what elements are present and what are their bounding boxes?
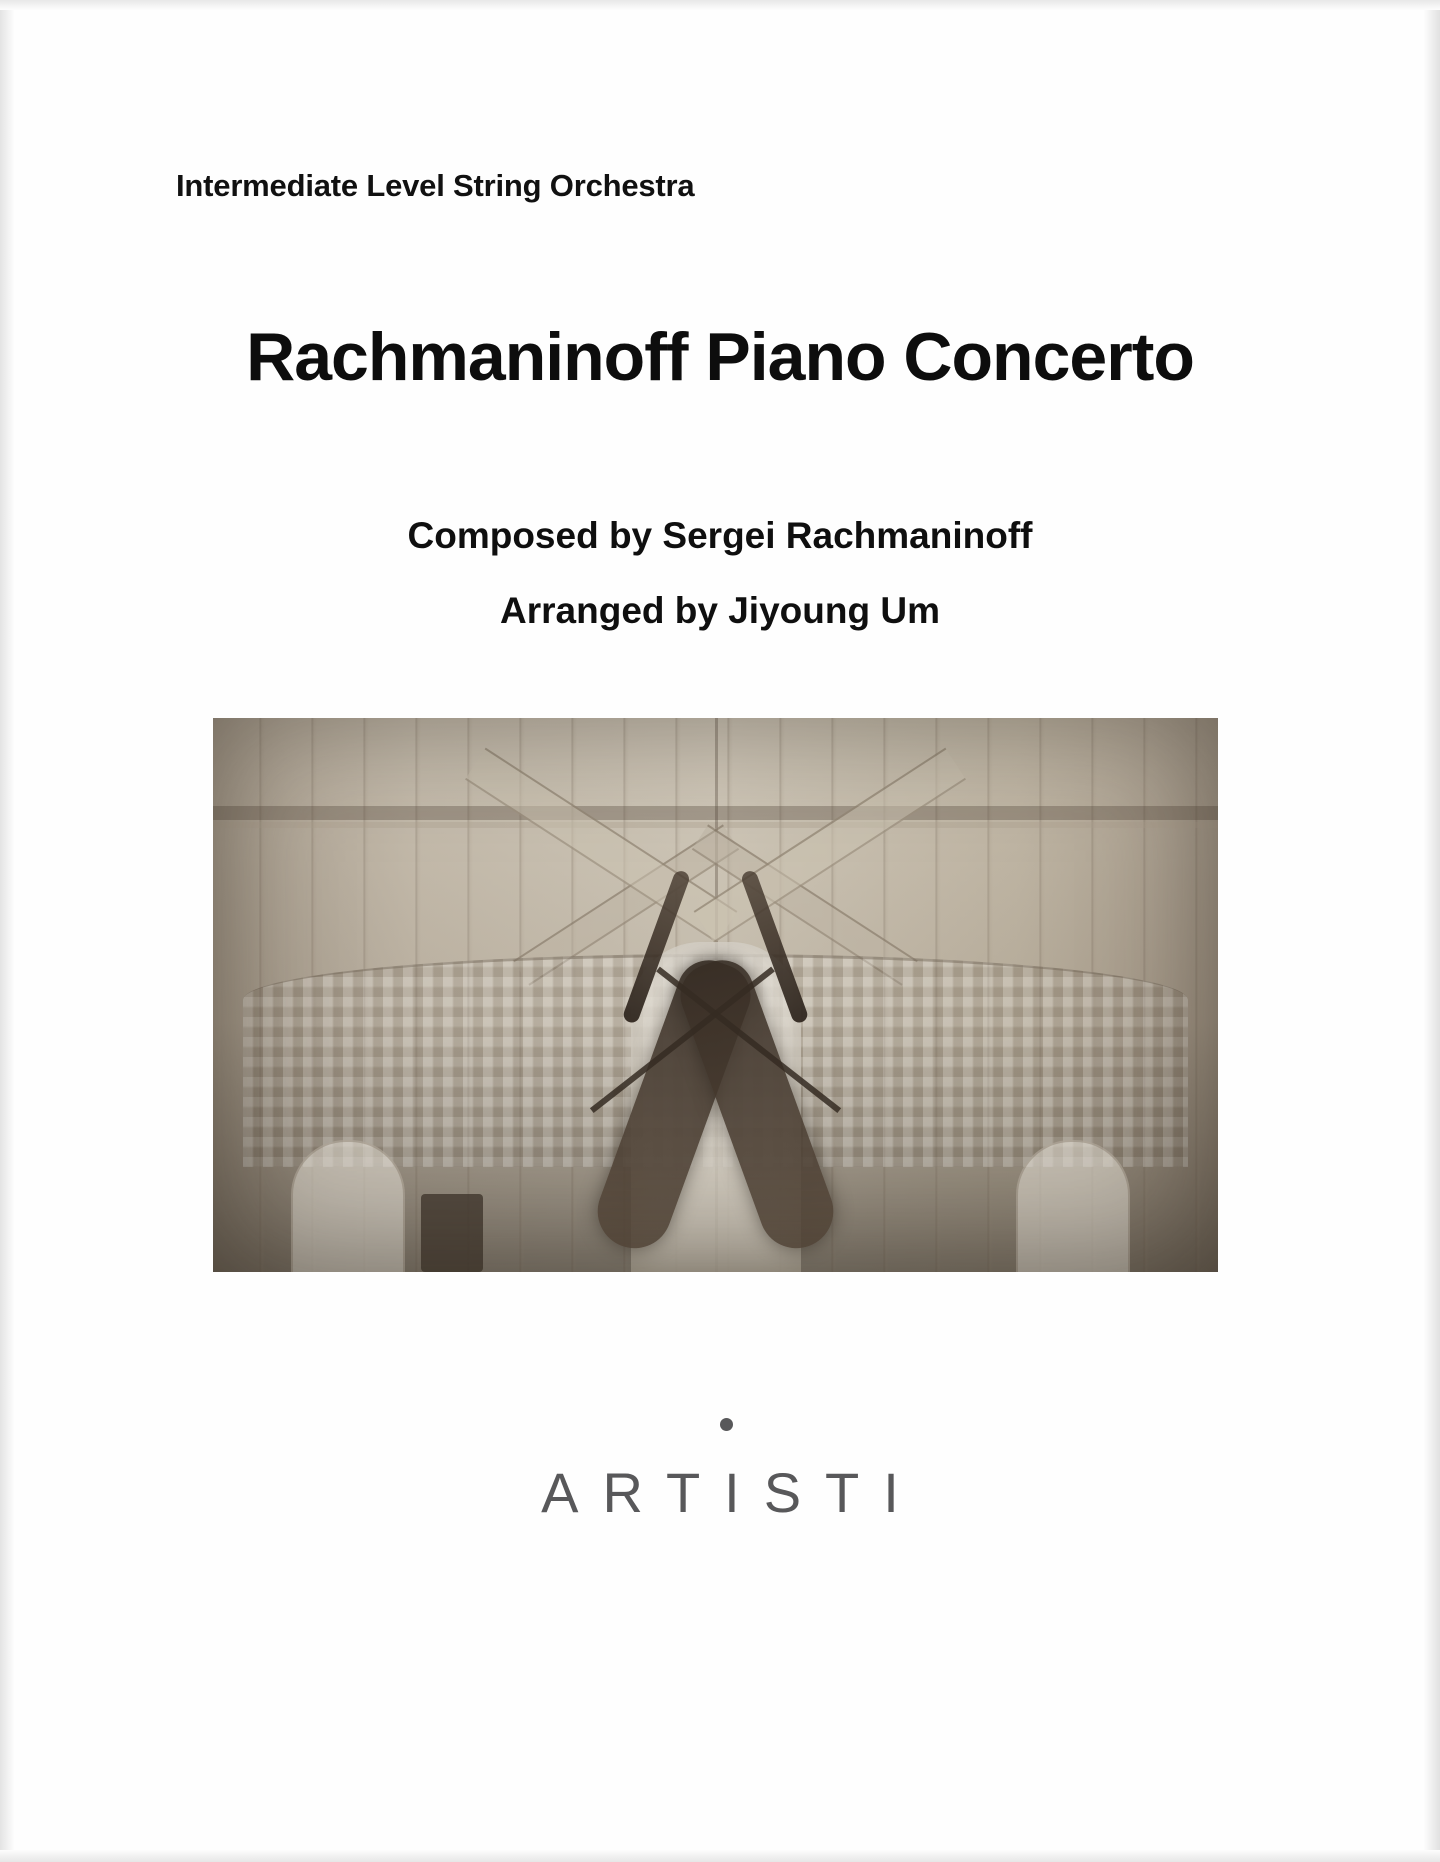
logo-dot-icon [0,1418,1440,1436]
bench-arch-right [1016,1140,1130,1272]
instrument-case [421,1194,483,1272]
page-title: Rachmaninoff Piano Concerto [246,319,1194,395]
ensemble-level-line: Intermediate Level String Orchestra [176,168,695,203]
bench-arch-left [291,1140,405,1272]
cover-photo [213,718,1218,1272]
composer-credit: Composed by Sergei Rachmaninoff [407,515,1033,556]
arranger-credit: Arranged by Jiyoung Um [500,590,940,631]
publisher-logo [0,1460,1440,1525]
cover-photo-image [213,718,1218,1272]
publisher-logo-text: ARTISTI [541,1461,923,1524]
